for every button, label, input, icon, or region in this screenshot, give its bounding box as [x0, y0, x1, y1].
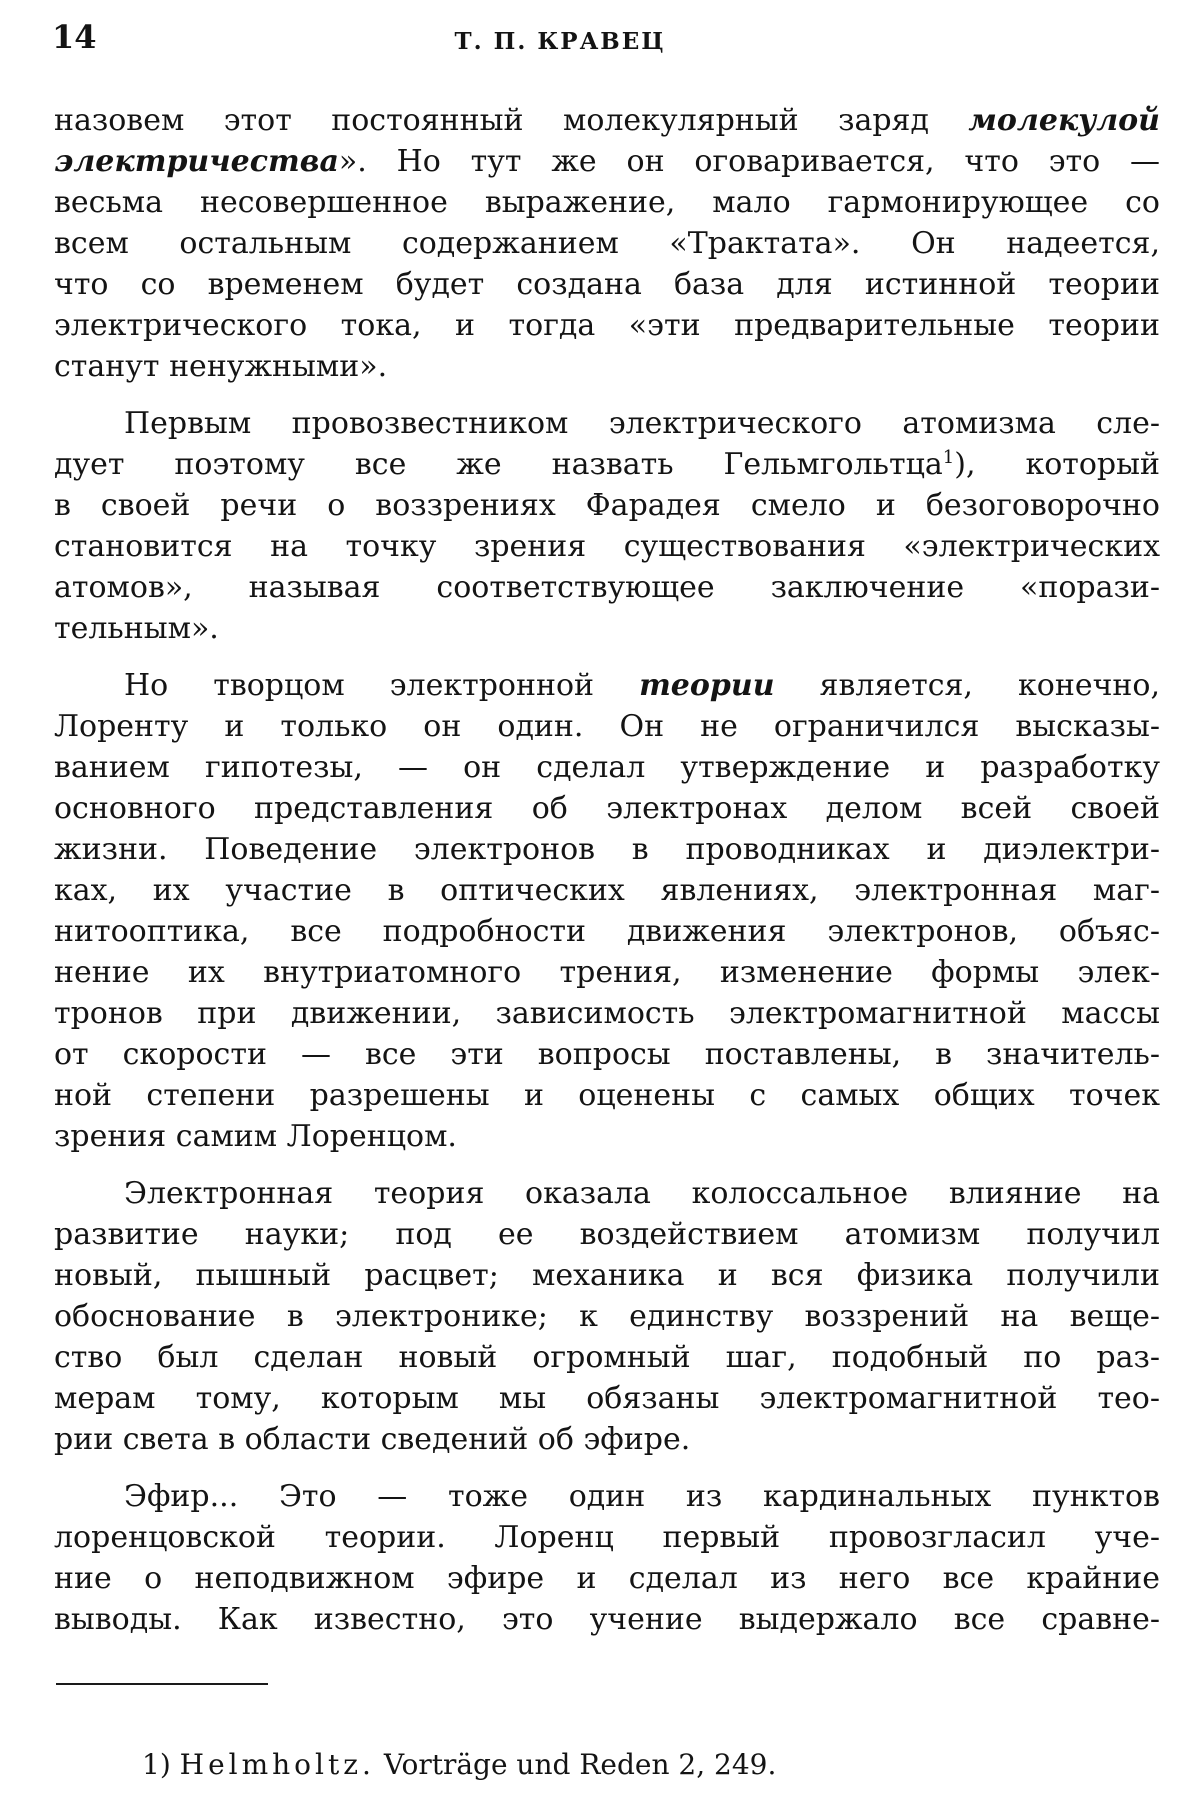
text-line: Эфир... Это — тоже один из кардинальных пунктов	[124, 1479, 1160, 1514]
paragraph-2	[54, 403, 1160, 649]
text-line	[54, 665, 1160, 706]
text-line: нение их внутриатомного трения, изменение формы элек-	[54, 955, 1160, 990]
emphasis-segment: молекулой	[968, 103, 1160, 138]
text-line: Электронная теория оказала колоссальное влияние на	[124, 1176, 1160, 1211]
text-line: жизни. Поведение электронов в проводниках и диэлектри-	[54, 832, 1160, 867]
text-line: становится на точку зрения существования «электрических	[54, 529, 1160, 564]
text-line: основного представления об электронах делом всей своей	[54, 791, 1160, 826]
text-line: рии света в области сведений об эфире.	[54, 1422, 691, 1457]
text-line	[54, 141, 1160, 182]
text-line: ство был сделан новый огромный шаг, подобный по раз-	[54, 1340, 1160, 1375]
text-line: зрения самим Лоренцом.	[54, 1119, 457, 1154]
text-line: всем остальным содержанием «Трактата». Он надеется,	[54, 226, 1160, 261]
footnote-marker: 1)	[142, 1748, 171, 1781]
text-segment: является, конечно,	[774, 668, 1160, 703]
text-line: тронов при движении, зависимость электромагнитной массы	[54, 996, 1160, 1031]
text-line: новый, пышный расцвет; механика и вся физика получили	[54, 1258, 1160, 1293]
page-number: 14	[52, 18, 97, 56]
text-line: ках, их участие в оптических явлениях, электронная маг-	[54, 873, 1160, 908]
running-head: Т. П. КРАВЕЦ	[454, 28, 666, 55]
text-line: ние о неподвижном эфире и сделал из него все крайние	[54, 1561, 1160, 1596]
text-line: что со временем будет создана база для истинной теории	[54, 267, 1160, 302]
footnote-text: Vorträge und Reden 2, 249.	[383, 1748, 777, 1781]
text-segment: ». Но тут же он оговаривается, что это —	[338, 144, 1160, 179]
emphasis-segment: электричества	[54, 144, 339, 179]
text-segment: дует поэтому все же назвать Гельмгольтца	[54, 447, 943, 482]
text-segment: Но творцом электронной	[124, 668, 640, 703]
text-line: ванием гипотезы, — он сделал утверждение и разработку	[54, 750, 1160, 785]
text-line: Лоренту и только он один. Он не ограничился высказы-	[54, 709, 1160, 744]
text-line: от скорости — все эти вопросы поставлены, в значитель-	[54, 1037, 1160, 1072]
text-line: весьма несовершенное выражение, мало гармонирующее со	[54, 185, 1160, 220]
text-line: ной степени разрешены и оценены с самых общих точек	[54, 1078, 1160, 1113]
text-line: тельным».	[54, 611, 219, 646]
body-text	[54, 100, 1160, 1656]
text-segment: назовем этот постоянный молекулярный заряд	[54, 103, 969, 138]
text-line: в своей речи о воззрениях Фарадея смело и безоговорочно	[54, 488, 1160, 523]
paragraph-1	[54, 100, 1160, 387]
emphasis-segment: теории	[639, 668, 775, 703]
paragraph-5	[54, 1476, 1160, 1640]
text-line	[54, 444, 1160, 485]
text-line: развитие науки; под ее воздействием атомизм получил	[54, 1217, 1160, 1252]
footnote	[142, 1748, 776, 1781]
paragraph-4	[54, 1173, 1160, 1460]
text-line: мерам тому, которым мы обязаны электромагнитной тео-	[54, 1381, 1160, 1416]
text-line: электрического тока, и тогда «эти предварительные теории	[54, 308, 1160, 343]
text-line	[54, 100, 1160, 141]
paragraph-3	[54, 665, 1160, 1157]
text-line: атомов», называя соответствующее заключение «порази-	[54, 570, 1160, 605]
footnote-reference: 1	[942, 447, 955, 468]
text-line: Первым провозвестником электрического атомизма сле-	[124, 406, 1160, 441]
text-line: обоснование в электронике; к единству воззрений на веще-	[54, 1299, 1160, 1334]
footnote-author: Helmholtz.	[179, 1748, 375, 1781]
text-line: лоренцовской теории. Лоренц первый провозгласил уче-	[54, 1520, 1160, 1555]
text-line: станут ненужными».	[54, 349, 388, 384]
text-line: выводы. Как известно, это учение выдержало все сравне-	[54, 1602, 1160, 1637]
text-line: нитооптика, все подробности движения электронов, объяс-	[54, 914, 1160, 949]
footnote-divider	[56, 1683, 268, 1685]
text-segment: ), который	[954, 447, 1160, 482]
